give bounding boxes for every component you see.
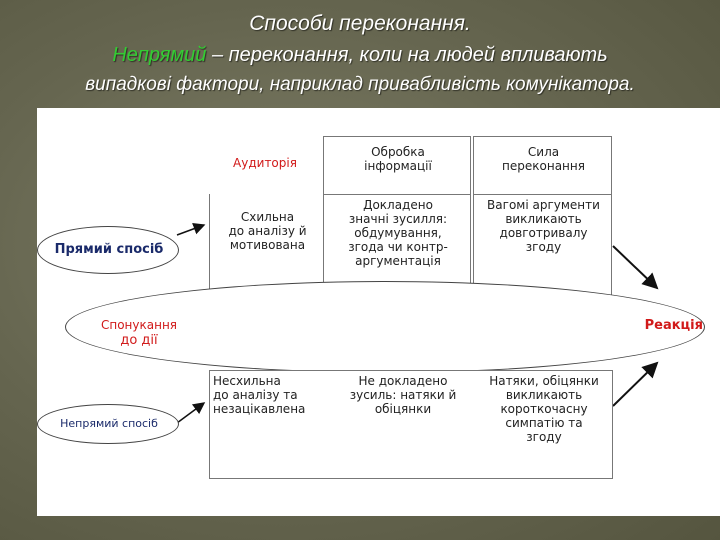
direct-method-ellipse (37, 226, 179, 274)
direct-method-label: Прямий спосіб (54, 242, 164, 257)
definition-text: – переконання, коли на людей впливають (206, 44, 608, 66)
indirect-method-label: Непрямий спосіб (60, 417, 158, 430)
definition-term: Непрямий (112, 44, 207, 66)
motivation-label-1: Спонукання (100, 318, 178, 332)
header-strength (473, 136, 612, 194)
arrow-direct-to-table (177, 225, 204, 235)
diagram-panel (37, 108, 720, 516)
definition-line-1 (0, 44, 720, 67)
indirect-method-ellipse (37, 404, 179, 444)
direct-audience-text: Схильна до аналізу й мотивована (228, 210, 307, 252)
arrow-indirect-to-reaction (613, 363, 657, 406)
arrow-direct-to-reaction (613, 246, 657, 288)
indirect-audience-text: Несхильна до аналізу та незацікавлена (213, 374, 306, 416)
direct-processing-text: Докладено значні зусилля: обдумування, згода чи контр- аргументація (348, 198, 448, 268)
motivation-label-2: до дії (120, 333, 158, 348)
header-processing (323, 136, 471, 194)
header-strength-text: Сила переконання (502, 145, 585, 173)
arrow-indirect-to-table (177, 403, 204, 423)
indirect-strength-text: Натяки, обіцянки викликають короткочасну симпатію та згоду (489, 374, 599, 444)
definition-line-2: випадкові фактори, наприклад привабливість комунікатора. (85, 74, 635, 95)
slide-title: Способи переконання. (249, 12, 471, 35)
slide-title-area (0, 0, 720, 108)
direct-strength-text: Вагомі аргументи викликають довготривалу згоду (487, 198, 600, 254)
indirect-processing-text: Не докладено зусиль: натяки й обіцянки (349, 374, 457, 416)
header-audience: Аудиторія (233, 156, 297, 170)
reaction-label: Реакція (644, 318, 703, 333)
header-processing-text: Обробка інформації (364, 145, 432, 173)
